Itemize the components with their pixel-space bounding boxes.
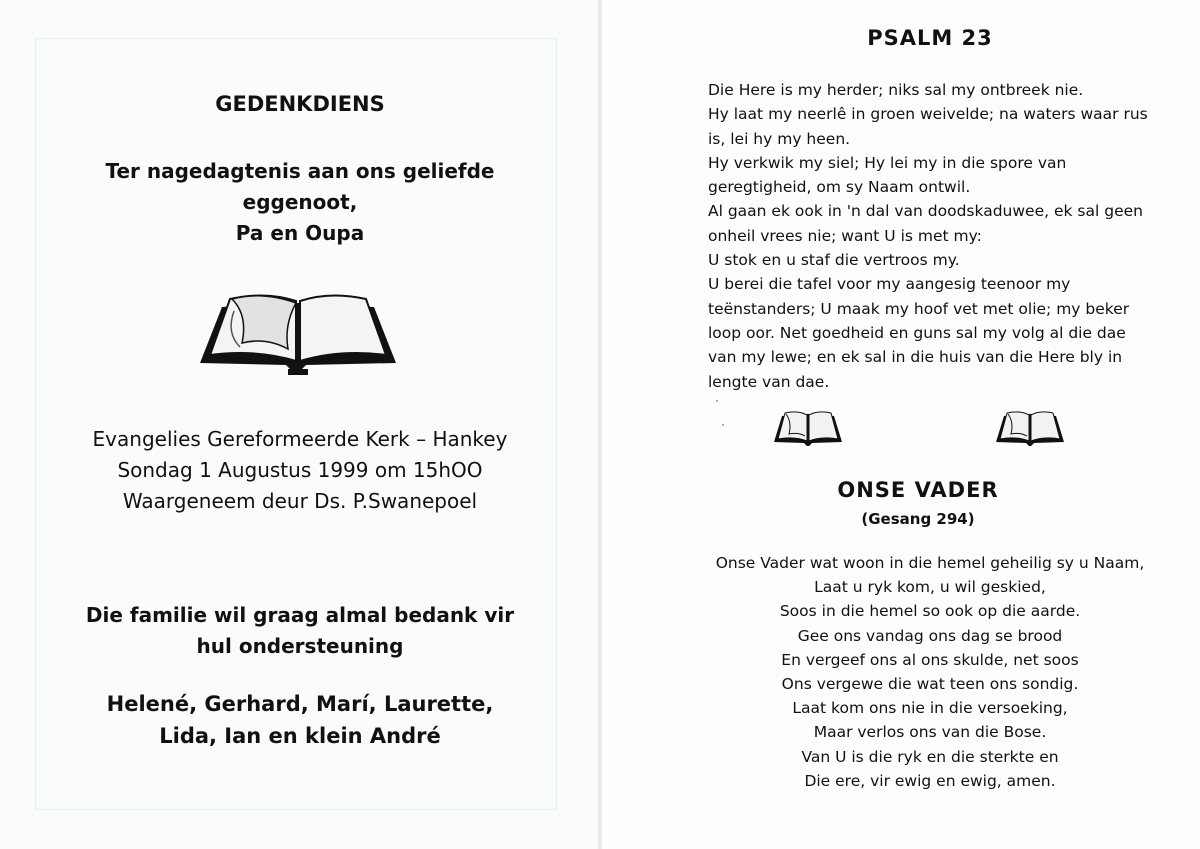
- psalm-line: Hy laat my neerlê in groen weivelde; na waters waar rus: [708, 105, 1148, 124]
- family-names: [80, 688, 520, 752]
- prayer-line: Onse Vader wat woon in die hemel geheilig sy u Naam,: [715, 554, 1145, 572]
- prayer-line: Van U is die ryk en die sterkte en: [801, 747, 1059, 766]
- psalm-line: Die Here is my herder; niks sal my ontbreek nie.: [708, 81, 1084, 99]
- prayer-subtitle: (Gesang 294): [861, 510, 975, 528]
- dedication-line: eggenoot,: [242, 190, 358, 214]
- service-details: [40, 424, 560, 517]
- psalm-line: onheil vrees nie; want U is met my:: [708, 226, 982, 245]
- prayer-line: Maar verlos ons van die Bose.: [813, 723, 1047, 742]
- psalm-line: is, lei hy my heen.: [708, 129, 851, 148]
- print-speck: [716, 400, 718, 402]
- service-officiant: Waargeneem deur Ds. P.Swanepoel: [122, 489, 478, 513]
- psalm-line: loop oor. Net goedheid en guns sal my volg al die dae: [708, 323, 1126, 342]
- prayer-line: Laat u ryk kom, u wil geskied,: [814, 578, 1046, 597]
- psalm-title: PSALM 23: [867, 26, 993, 50]
- page-title: GEDENKDIENS: [215, 92, 385, 116]
- psalm-line: Hy verkwik my siel; Hy lei my in die spore van: [708, 153, 1067, 172]
- thanks-message: [40, 600, 560, 662]
- psalm-line: U berei die tafel voor my aangesig teenoor my: [708, 275, 1071, 294]
- thanks-line: Die familie wil graag almal bedank vir: [85, 603, 515, 627]
- prayer-text: [690, 551, 1170, 793]
- psalm-line: U stok en u staf die vertroos my.: [708, 251, 960, 270]
- prayer-line: Gee ons vandag ons dag se brood: [797, 626, 1063, 645]
- service-church: Evangelies Gereformeerde Kerk – Hankey: [92, 427, 508, 451]
- psalm-line: lengte van dae.: [708, 372, 830, 391]
- dedication-line: Ter nagedagtenis aan ons geliefde: [105, 159, 495, 183]
- dedication: [60, 156, 540, 249]
- psalm-line: Al gaan ek ook in 'n dal van doodskaduwee, ek sal geen: [708, 202, 1143, 221]
- open-bible-icon-small: [994, 408, 1066, 448]
- psalm-text: [708, 78, 1168, 394]
- thanks-line: hul ondersteuning: [196, 634, 404, 658]
- prayer-line: Die ere, vir ewig en ewig, amen.: [804, 771, 1056, 790]
- prayer-line: Soos in die hemel so ook op die aarde.: [779, 602, 1081, 621]
- service-date: Sondag 1 Augustus 1999 om 15hOO: [117, 458, 483, 482]
- prayer-title: ONSE VADER: [837, 478, 999, 502]
- dedication-line: Pa en Oupa: [235, 221, 365, 245]
- prayer-line: Laat kom ons nie in die versoeking,: [792, 699, 1068, 718]
- print-speck: [722, 424, 724, 426]
- psalm-line: teënstanders; U maak my hoof vet met olie; my beker: [708, 299, 1130, 318]
- open-bible-icon-small: [772, 408, 844, 448]
- psalm-line: geregtigheid, om sy Naam ontwil.: [708, 178, 971, 197]
- psalm-line: van my lewe; en ek sal in die huis van die Here bly in: [708, 348, 1123, 367]
- names-line: Helené, Gerhard, Marí, Laurette,: [106, 692, 494, 716]
- open-bible-icon: [196, 285, 400, 380]
- prayer-line: En vergeef ons al ons skulde, net soos: [781, 650, 1079, 669]
- names-line: Lida, Ian en klein André: [159, 724, 441, 748]
- prayer-line: Ons vergewe die wat teen ons sondig.: [781, 675, 1079, 694]
